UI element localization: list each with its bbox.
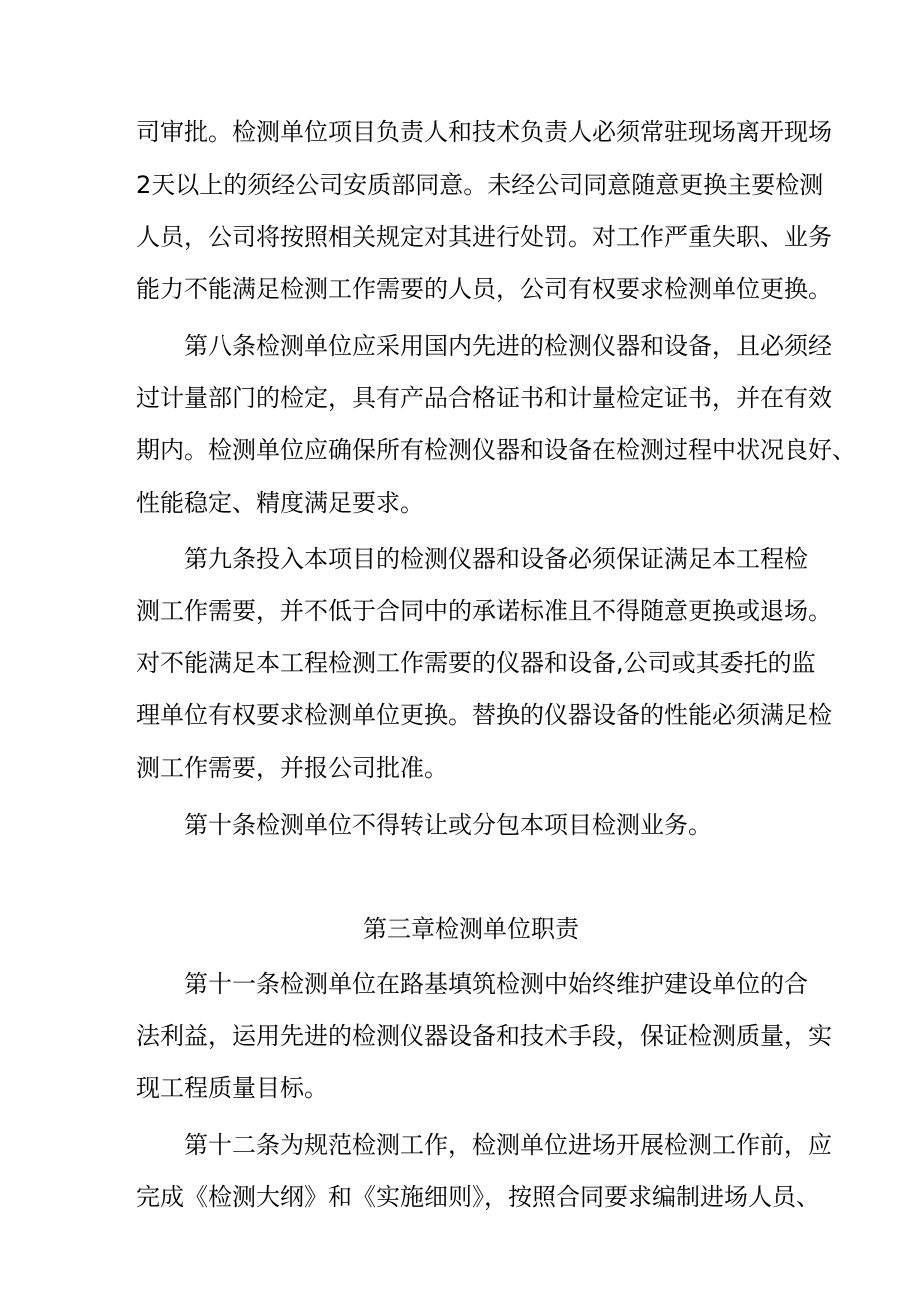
text-line: 对不能满足本工程检测工作需要的仪器和设备,公司或其委托的监 [136, 649, 816, 677]
text-line: 期内。检测单位应确保所有检测仪器和设备在检测过程中状况良好、 [136, 436, 856, 464]
article-11-start: 第十一条检测单位在路基填筑检测中始终维护建设单位的合 [184, 970, 808, 998]
text-line: 完成《检测大纲》和《实施细则》，按照合同要求编制进场人员、 [136, 1183, 820, 1211]
text-line: 能力不能满足检测工作需要的人员，公司有权要求检测单位更换。 [136, 275, 832, 303]
text-line: 人员，公司将按照相关规定对其进行处罚。对工作严重失职、业务 [136, 223, 832, 251]
text-line: 过计量部门的检定，具有产品合格证书和计量检定证书，并在有效 [136, 384, 832, 412]
text-line: 测工作需要，并报公司批准。 [136, 754, 448, 782]
text-line: 2天以上的须经公司安质部同意。未经公司同意随意更换主要检测 [136, 171, 824, 199]
text-line: 现工程质量目标。 [136, 1074, 328, 1102]
article-8-start: 第八条检测单位应采用国内先进的检测仪器和设备，且必须经 [184, 332, 832, 360]
article-12-start: 第十二条为规范检测工作，检测单位进场开展检测工作前，应 [184, 1131, 832, 1159]
text-line: 测工作需要，并不低于合同中的承诺标准且不得随意更换或退场。 [136, 597, 832, 625]
article-9-start: 第九条投入本项目的检测仪器和设备必须保证满足本工程检 [184, 545, 808, 573]
text-line: 理单位有权要求检测单位更换。替换的仪器设备的性能必须满足检 [136, 701, 832, 729]
text-line: 司审批。检测单位项目负责人和技术负责人必须常驻现场离开现场 [136, 118, 832, 146]
chapter-heading: 第三章检测单位职责 [363, 915, 579, 943]
article-10: 第十条检测单位不得转让或分包本项目检测业务。 [184, 811, 712, 839]
text-line: 性能稳定、精度满足要求。 [136, 489, 424, 517]
text-line: 法利益，运用先进的检测仪器设备和技术手段，保证检测质量，实 [136, 1022, 832, 1050]
